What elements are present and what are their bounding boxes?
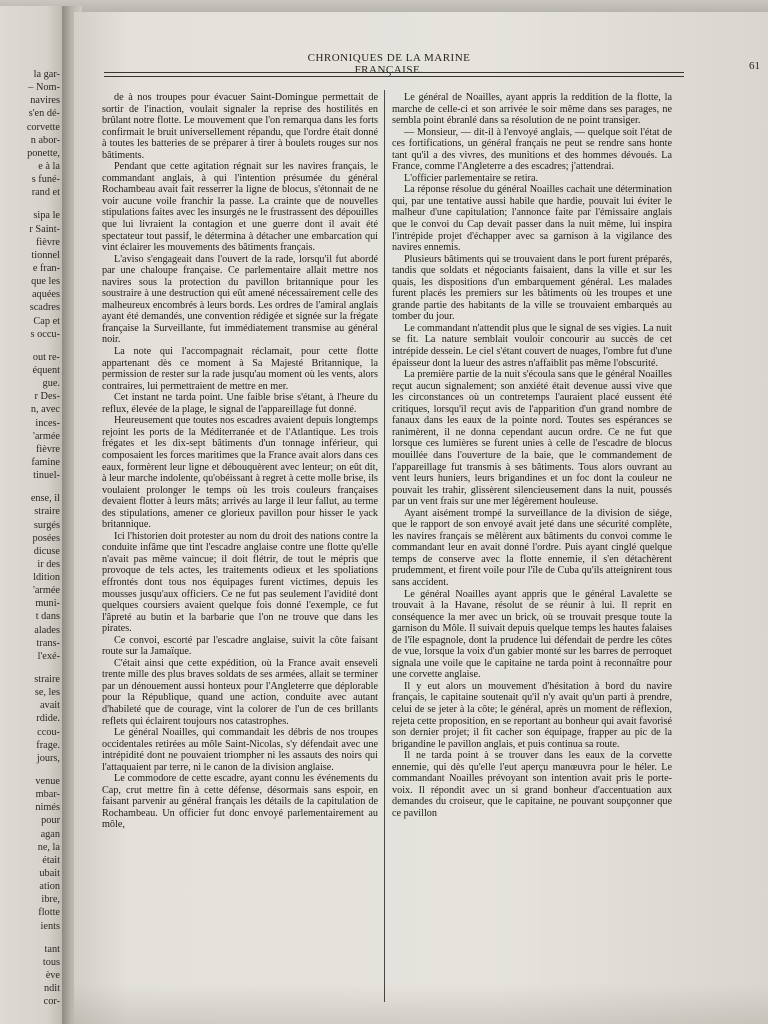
left-page-fragment: gue.: [42, 378, 60, 390]
left-page-fragment: famine: [31, 456, 60, 468]
left-page-fragment: inces-: [35, 417, 60, 429]
paragraph: Heureusement que toutes nos escadres avaient depuis longtemps rejoint les ports de la Méditerranée et de l'Atlantique. Les trois frégates et les dix-sept bâtiments d'un tonnage inférieur, qui composaient les forces maritimes que la France avait alors dans ces eaux, formèrent leur ligne et débouquèrent avec lenteur; on eût dit, à leur marche indolente, qu'obéissant à regret à cette molle brise, ils voulaient prolonger le temps où les trois couleurs françaises devaient flotter à leurs mâts; arrivés au large il leur fallut, au terme des stipulations, amener ce glorieux pavillon pour hisser le yack britannique.: [102, 415, 378, 531]
paragraph: de à nos troupes pour évacuer Saint-Domingue permettait de sortir de l'inaction, voulait signaler la reprise des hostilités en brûlant notre flotte. Le mouvement que l'on remarqua dans les forts confirmait le bruit universellement répandu, que l'ordre était donné à toutes les batteries de se préparer à tirer à boulets rouges sur nos bâtiments.: [102, 92, 378, 161]
left-page-fragment: fièvre: [35, 443, 60, 455]
left-page-fragment: 'armée: [32, 585, 60, 597]
paragraph: Plusieurs bâtiments qui se trouvaient dans le port furent préparés, tandis que soldats et négociants faisaient, dans la ville et sur les quais, les dispositions d'un embarquement général. Les malades furent placés les premiers sur les bâtiments où les troupes et une grande partie des habitants de la ville se trouvaient embarqués au tomber du jour.: [392, 253, 672, 323]
left-page-fragment: ccou-: [37, 726, 60, 738]
paragraph-gap: [0, 663, 60, 673]
paragraph: L'officier parlementaire se retira.: [404, 172, 539, 184]
left-page-fragment: l'exé-: [37, 650, 60, 662]
left-page-fragment: n, avec: [30, 404, 60, 416]
left-page-fragment: ation: [39, 881, 60, 893]
paragraph: Le commodore de cette escadre, ayant connu les événements du Cap, crut mettre fin à cette défense, désormais sans espoir, en faisant parvenir au général français les détails de la capitulation de Rochambeau. Un officier fut donc envoyé parlementairement au môle,: [102, 773, 378, 831]
left-page-fragment: ients: [40, 920, 60, 932]
text-column-right: [392, 92, 672, 819]
left-page-fragment: mbar-: [35, 789, 60, 801]
running-title: CHRONIQUES DE LA MARINE FRANÇAISE.: [307, 52, 471, 76]
left-page-fragment: rand et: [31, 187, 60, 199]
left-page-fragment: trans-: [36, 637, 60, 649]
left-page-fragment: r Saint-: [29, 223, 60, 235]
paragraph: La réponse résolue du général Noailles cachait une détermination qui, par une tentative aussi habile que hardie, pouvait lui éviter le malheur d'une capitulation; l'annonce faite par l'émissaire anglais que le convoi du Cap devait passer dans la nuit même, lui inspira l'intrépide projet d'échapper avec sa garnison à la vigilance des navires ennemis.: [392, 184, 672, 254]
left-page-fragment: frage.: [36, 739, 60, 751]
left-page-fragment: tant: [44, 943, 60, 955]
left-page-fragment: straire: [34, 674, 60, 686]
left-page-fragment: straire: [34, 506, 60, 518]
paragraph: Ayant aisément trompé la surveillance de la division de siége, que le rapport de son envoyé avait jeté dans une sécurité complète, les navires français se mêlèrent aux bâtiments du convoi comme le commandant leur en avait donné l'ordre. Puis ayant cinglé quelque temps de conserve avec la flotte ennemie, il s'en détachèrent prudemment, et firent voile pour l'île de Cuba qu'ils atteignirent tous sans accident.: [392, 507, 672, 588]
left-page-fragment: la gar-: [33, 69, 60, 80]
paragraph: Il y eut alors un mouvement d'hésitation à bord du navire français, le capitaine soutenait qu'il n'y avait qu'un parti à prendre, celui de se jeter à la côte; le général, après un moment de réflexion, rejeta cette proposition, en se reportant au bonheur qui avait favorisé son dernier projet; il fit cacher son équipage, frapper au pic de la brigandine le pavillon anglais, et puis continua sa route.: [392, 680, 672, 750]
paragraph: Ce convoi, escorté par l'escadre anglaise, suivit la côte faisant route sur la Jamaïque.: [102, 634, 378, 658]
left-page-fragment: – Nom-: [28, 82, 60, 94]
left-page-fragment: cor-: [43, 996, 60, 1008]
paragraph-gap: [0, 199, 60, 209]
left-page-fragment: 'armée: [32, 430, 60, 442]
text-column-left: [102, 92, 378, 831]
left-page-fragment: flotte: [38, 907, 60, 919]
left-page-fragment: nimés: [35, 802, 60, 814]
left-page-fragment: s funé-: [31, 174, 60, 186]
paragraph: Il ne tarda point à se trouver dans les eaux de la corvette ennemie, qui dès qu'elle l'eut aperçu manœuvra pour le héler. Le commandant Noailles prévoyant son intention avait pris le porte-voix. Il répondit avec un si grand bonheur d'accentuation aux demandes du croiseur, que le capitaine, ne pouvant soupçonner que ce pavillon: [392, 750, 672, 819]
header-rule-bottom: [104, 76, 684, 77]
paragraph: La première partie de la nuit s'écoula sans que le général Noailles reçut aucun signalement; son anxiété était devenue aussi vive que les circonstances où un contretemps l'auraient placé eussent été critiques, lorsqu'il reçut avis de l'apparition d'un grand nombre de fanaux dans les eaux de la pointe nord. Toutes ses espérances se ranimèrent, il ne donna cependant aucun ordre. Ce ne fut que lorsque ces lumières se furent unies à celle de l'escadre de blocus mouillée dans l'ouverture de la baie, que le commandement de l'appareillage fut transmis à ses bâtiments. Tous alors ouvrant au vent leurs huniers, leurs brigandines et un foc dont la couleur ne pouvait les trahir, glissèrent silencieusement dans la nuit, poussés par un vent frais sur une mer légèrement houleuse.: [392, 369, 672, 508]
left-page-fragment: jours,: [36, 752, 60, 764]
left-page-fragment: Cap et: [33, 315, 60, 327]
left-page-fragment: sipa le: [33, 210, 60, 222]
left-page-fragment: ense, il: [30, 493, 60, 505]
left-page-fragment: ir des: [37, 558, 60, 570]
left-page-fragment: corvette: [26, 121, 60, 133]
paragraph: Le général de Noailles, ayant appris la reddition de la flotte, la marche de celle-ci et son arrivée le soir même dans ses parages, ne sembla point ébranlé dans sa résolution de ne point transiger.: [392, 92, 672, 127]
left-page-fragment: équent: [32, 364, 60, 376]
left-page-fragment: venue: [35, 776, 60, 788]
page-number: 61: [749, 60, 760, 72]
left-page-edge: [0, 6, 66, 1024]
paragraph: Le général Noailles, qui commandait les débris de nos troupes occidentales retirées au môle Saint-Nicolas, s'y défendait avec une intrépidité dont ne pouvaient triompher ni les assauts des noirs qui l'attaquaient par terre, ni le canon de la division anglaise.: [102, 727, 378, 773]
paragraph-gap: [0, 765, 60, 775]
left-page-fragment: dicuse: [33, 545, 60, 557]
left-page-fragment: tionnel: [31, 249, 60, 261]
left-page-text-fragments: [0, 68, 60, 1008]
left-page-fragment: rdide.: [36, 713, 60, 725]
left-page-fragment: ldition: [33, 572, 60, 584]
paragraph: Le commandant n'attendit plus que le signal de ses vigies. La nuit se fit. La nature semblait vouloir concourir au succès de cet intrépide dessein. Le ciel s'étant couvert de nuages, l'ombre fut d'une épaisseur dont la lueur des astres n'affaiblit pas même l'obscurité.: [392, 322, 672, 369]
paragraph: Cet instant ne tarda point. Une faible brise s'étant, à l'heure du reflux, élevée de la plage, le signal de l'appareillage fut donné.: [102, 392, 378, 415]
page-shadow: [74, 984, 768, 1024]
left-page-fragment: ndit: [43, 983, 60, 995]
paragraph: L'aviso s'engageait dans l'ouvert de la rade, lorsqu'il fut abordé par une chaloupe française. Ce parlementaire allait mettre nos navires sous la protection du pavillon britannique pour les soustraire à une destruction qui eût amené nécessairement celle des malheureux encombrés à leurs bords. Les ordres de l'amiral anglais ayant été demandés, une convention rédigée et signée sur la frégate française la Surveillante, fut immédiatement transmise au général noir.: [102, 253, 378, 346]
paragraph: La note qui l'accompagnait réclamait, pour cette flotte appartenant dès ce moment à Sa Majesté Britannique, la permission de rester sur la rade jusqu'au moment où les vents, alors contraires, lui permettraient de mettre en mer.: [102, 346, 378, 392]
left-page-fragment: pour: [41, 815, 60, 827]
left-page-fragment: posées: [32, 532, 60, 544]
left-page-fragment: ne, la: [37, 841, 60, 853]
left-page-fragment: muni-: [35, 598, 60, 610]
paragraph: Pendant que cette agitation régnait sur les navires français, le commandant anglais, à qui l'intention présumée du général Rochambeau avait fait resserrer la ligne de blocus, s'étonnait de ne voir aucune voile franchir la passe. La crainte que de nouvelles stipulations faites avec les insurgés ne le frustrassent des dépouilles que lui livraient la contagion et une guerre dont il avait été spectateur tout passif, le détermina à détacher une embarcation qui vint éclairer les mouvements des bâtiments français.: [102, 161, 378, 254]
paragraph-gap: [0, 341, 60, 351]
left-page-fragment: était: [42, 854, 60, 866]
left-page-fragment: fièvre: [35, 236, 60, 248]
right-page: [74, 12, 768, 1024]
left-page-fragment: navires: [30, 95, 60, 107]
left-page-fragment: aquées: [31, 289, 60, 301]
left-page-fragment: r Des-: [34, 391, 60, 403]
paragraph-gap: [0, 482, 60, 492]
left-page-fragment: alades: [34, 624, 60, 636]
paragraph: Ici l'historien doit protester au nom du droit des nations contre la conduite infâme que tint l'escadre anglaise contre une flotte qu'elle n'avait pas même vaincue; il doit flétrir, de tout le mépris que provoque de tels actes, les traitements odieux et les spoliations effrontés dont tous nos équipages furent victimes, depuis les mousses jusqu'aux officiers. Ce ne fut pas seulement l'avidité dont quelques coursiers avaient quelque fois donné l'exemple, ce fut l'âpreté au butin et la barbarie que l'on ne trouve que dans les pirates.: [102, 530, 378, 635]
left-page-fragment: se, les: [34, 687, 60, 699]
left-page-fragment: ève: [45, 970, 60, 981]
paragraph: C'était ainsi que cette expédition, où la France avait enseveli trente mille des plus braves soldats de ses armées, allait se terminer par un dénouement aussi honteux pour l'Angleterre que déplorable pour la République, quand une action, conduite avec autant d'habileté que de courage, vint la colorer de l'un de ces brillants reflets qui éclairent toujours nos catastrophes.: [102, 657, 378, 727]
left-page-fragment: t dans: [35, 611, 60, 623]
paragraph: Le général Noailles ayant appris que le général Lavalette se trouvait à la Havane, résolut de se réunir à lui. Il reprit en conséquence la mer avec un brick, où se trouvait presque toute la garnison du Môle. Il suivait depuis quelque temps les hautes falaises de l'île espagnole, dont la prudence lui défendait de perdre les côtes de vue, lorsque la voix d'un gabier monté sur les barres de perroquet signala une voile que le capitaine ne tarda point à reconnaître pour une corvette anglaise.: [392, 588, 672, 681]
left-page-fragment: tinuel-: [33, 470, 60, 482]
left-page-fragment: n abor-: [30, 134, 60, 146]
left-page-fragment: s occu-: [30, 328, 60, 340]
left-page-fragment: e à la: [38, 160, 60, 172]
column-divider: [384, 90, 385, 1002]
left-page-fragment: ponette,: [27, 147, 60, 159]
paragraph-gap: [0, 933, 60, 943]
left-page-fragment: que les: [31, 276, 60, 288]
left-page-fragment: ubait: [39, 868, 60, 880]
left-page-fragment: surgés: [33, 519, 60, 531]
header-rule-top: [104, 72, 684, 73]
left-page-fragment: avait: [39, 700, 60, 712]
left-page-fragment: e fran-: [32, 262, 60, 274]
paragraph: — Monsieur, — dit-il à l'envoyé anglais, — quelque soit l'état de ces fortifications, un général français ne peut se rendre sans honte tant qu'il a des vivres, des munitions et des hommes dévoués. La France, comme l'Angleterre a des escadres; j'attendrai.: [392, 126, 672, 173]
left-page-fragment: tous: [42, 956, 60, 968]
left-page-fragment: agan: [40, 828, 60, 840]
left-page-fragment: out re-: [32, 351, 60, 363]
left-page-fragment: scadres: [29, 302, 60, 314]
left-page-fragment: ibre,: [41, 894, 60, 906]
left-page-fragment: s'en dé-: [28, 108, 60, 120]
